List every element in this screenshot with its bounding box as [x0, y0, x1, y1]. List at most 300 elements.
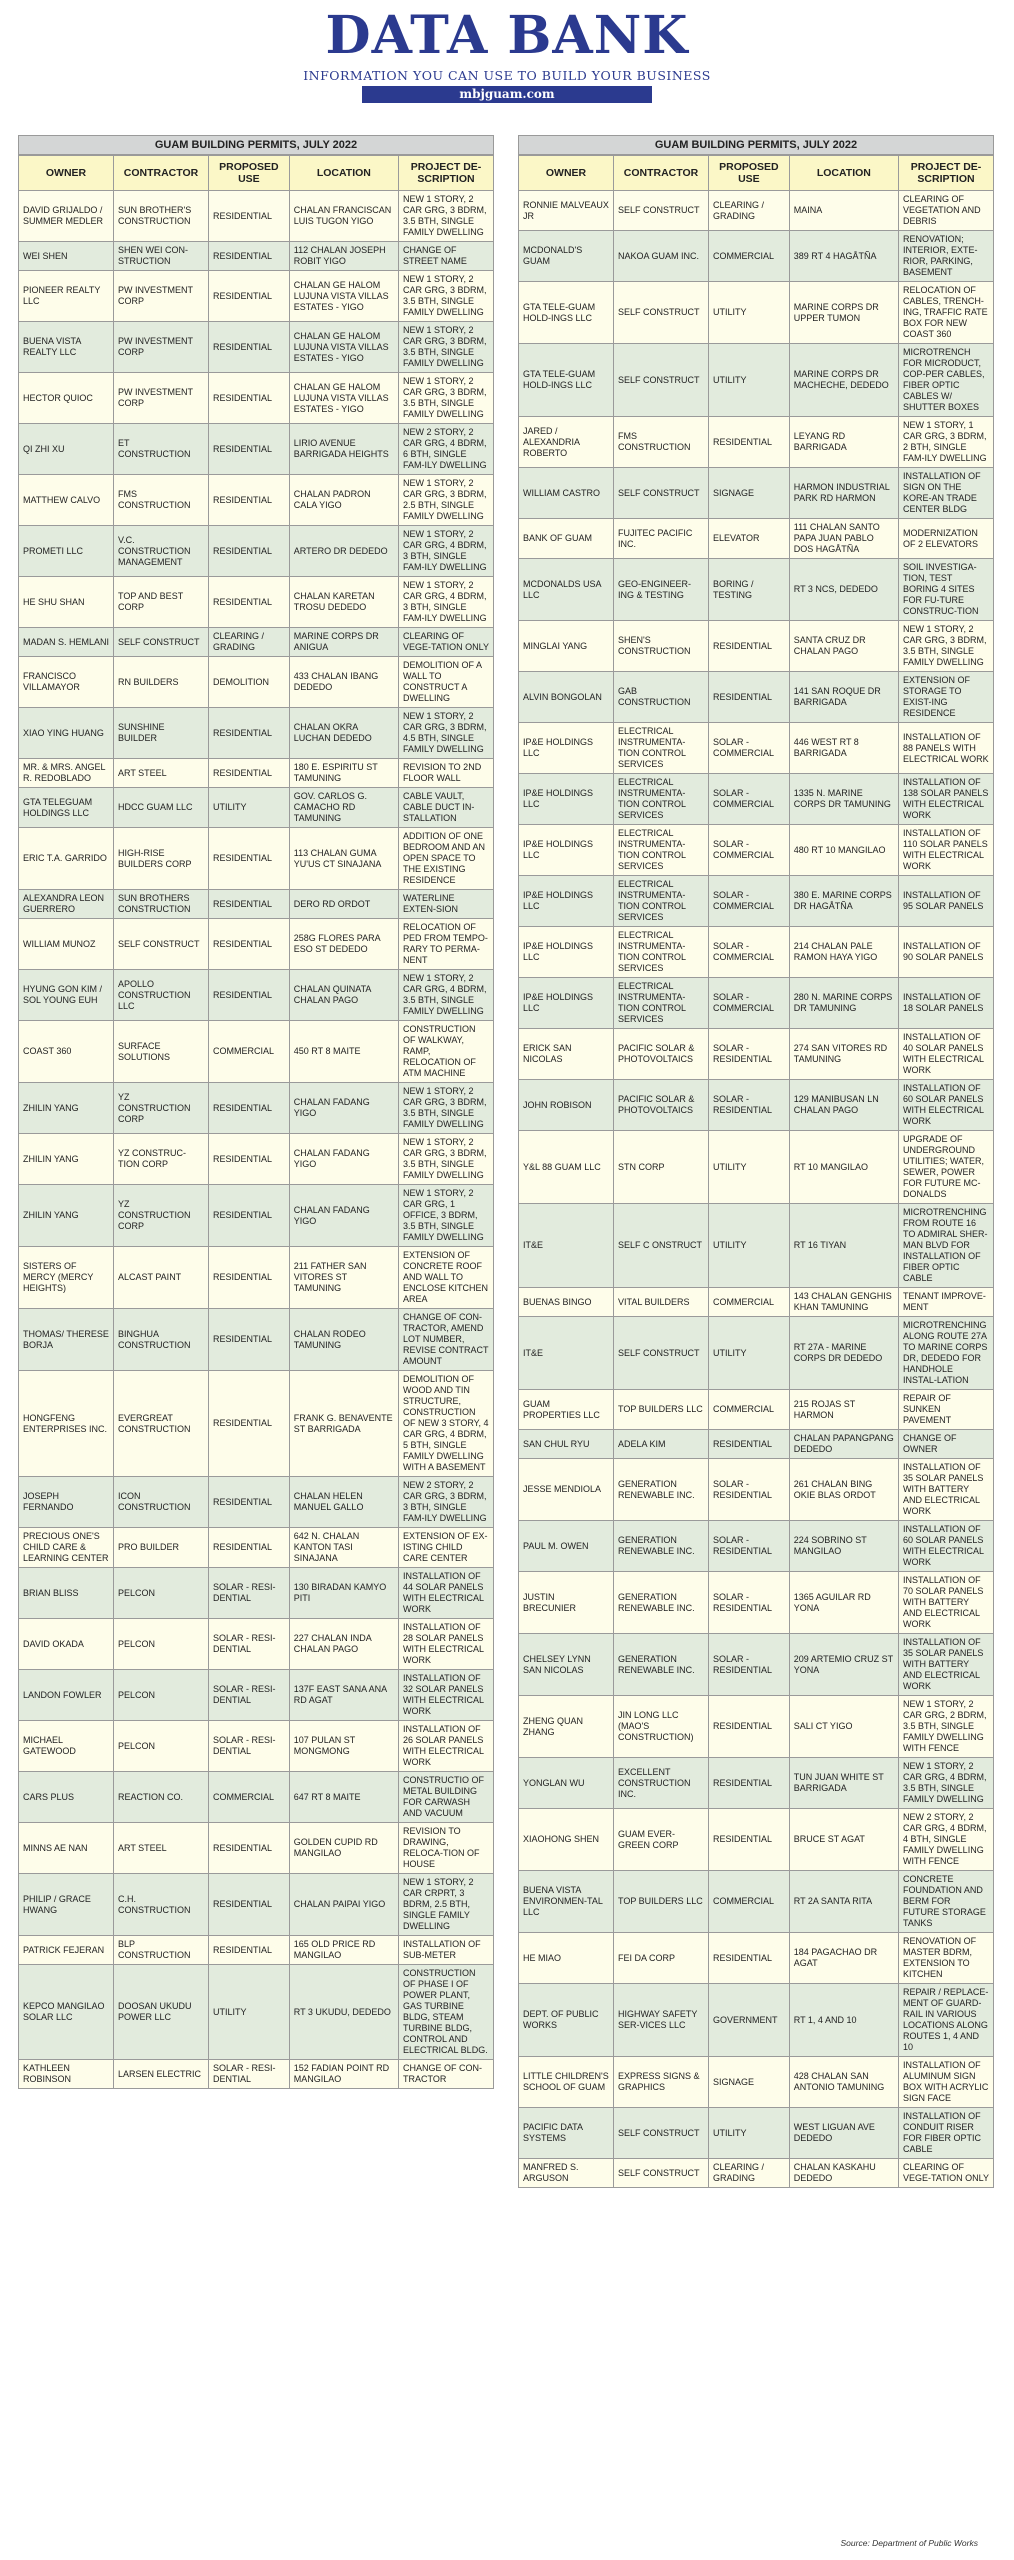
location-cell: MARINE CORPS DR UPPER TUMON [789, 282, 898, 344]
proposed-use-cell: SOLAR - RESIDENTIAL [709, 1572, 790, 1634]
column-header-location: LOCATION [289, 156, 398, 191]
proposed-use-cell: RESIDENTIAL [209, 919, 290, 970]
table-row [519, 231, 994, 282]
table-row [519, 621, 994, 672]
header-row [519, 156, 994, 191]
table-row [19, 970, 494, 1021]
location-cell: BRUCE ST AGAT [789, 1809, 898, 1871]
table-row [519, 1204, 994, 1288]
owner-cell: WILLIAM CASTRO [519, 468, 614, 519]
location-cell: CHALAN PAPANGPANG DEDEDO [789, 1430, 898, 1459]
table-row [519, 774, 994, 825]
description-cell: RENOVATION; INTERIOR, EXTE-RIOR, PARKING, BASEMENT [899, 231, 994, 282]
owner-cell: LITTLE CHILDREN'S SCHOOL OF GUAM [519, 2057, 614, 2108]
owner-cell: PAUL M. OWEN [519, 1521, 614, 1572]
proposed-use-cell: RESIDENTIAL [209, 475, 290, 526]
table-row [519, 978, 994, 1029]
contractor-cell: GENERATION RENEWABLE INC. [614, 1572, 709, 1634]
proposed-use-cell: SIGNAGE [709, 468, 790, 519]
description-cell: INSTALLATION OF 110 SOLAR PANELS WITH ELECTRICAL WORK [899, 825, 994, 876]
location-cell: 184 PAGACHAO DR AGAT [789, 1933, 898, 1984]
table-row [19, 1965, 494, 2060]
contractor-cell: SELF C ONSTRUCT [614, 1204, 709, 1288]
description-cell: CONSTRUCTION OF PHASE I OF POWER PLANT, GAS TURBINE BLDG, STEAM TURBINE BLDG, CONTROL AND ELECTRICAL BLDG. [399, 1965, 494, 2060]
description-cell: REVISION TO 2ND FLOOR WALL [399, 759, 494, 788]
table-title: GUAM BUILDING PERMITS, JULY 2022 [18, 135, 494, 155]
table-row [19, 1823, 494, 1874]
contractor-cell: PELCON [114, 1721, 209, 1772]
proposed-use-cell: SOLAR - COMMERCIAL [709, 927, 790, 978]
table-row [19, 1477, 494, 1528]
contractor-cell: SHEN WEI CON-STRUCTION [114, 242, 209, 271]
permits-table [518, 155, 994, 2188]
location-cell: SANTA CRUZ DR CHALAN PAGO [789, 621, 898, 672]
proposed-use-cell: RESIDENTIAL [209, 577, 290, 628]
owner-cell: GTA TELE-GUAM HOLD-INGS LLC [519, 282, 614, 344]
proposed-use-cell: RESIDENTIAL [709, 1696, 790, 1758]
contractor-cell: ELECTRICAL INSTRUMENTA-TION CONTROL SERVICES [614, 825, 709, 876]
contractor-cell: EVERGREAT CONSTRUCTION [114, 1371, 209, 1477]
table-row [519, 1521, 994, 1572]
description-cell: INSTALLATION OF 95 SOLAR PANELS [899, 876, 994, 927]
owner-cell: CHELSEY LYNN SAN NICOLAS [519, 1634, 614, 1696]
owner-cell: IT&E [519, 1204, 614, 1288]
table-row [19, 1247, 494, 1309]
description-cell: CLEARING OF VEGETATION AND DEBRIS [899, 191, 994, 231]
owner-cell: HONGFENG ENTERPRISES INC. [19, 1371, 114, 1477]
contractor-cell: ELECTRICAL INSTRUMENTA-TION CONTROL SERVICES [614, 774, 709, 825]
owner-cell: ALVIN BONGOLAN [519, 672, 614, 723]
owner-cell: FRANCISCO VILLAMAYOR [19, 657, 114, 708]
table-row [19, 1134, 494, 1185]
description-cell: NEW 1 STORY, 2 CAR GRG, 3 BDRM, 4.5 BTH, SINGLE FAMILY DWELLING [399, 708, 494, 759]
owner-cell: IP&E HOLDINGS LLC [519, 978, 614, 1029]
owner-cell: PROMETI LLC [19, 526, 114, 577]
table-row [519, 1809, 994, 1871]
table-row [19, 628, 494, 657]
contractor-cell: FUJITEC PACIFIC INC. [614, 519, 709, 559]
owner-cell: DEPT. OF PUBLIC WORKS [519, 1984, 614, 2057]
description-cell: EXTENSION OF CONCRETE ROOF AND WALL TO ENCLOSE KITCHEN AREA [399, 1247, 494, 1309]
owner-cell: HE MIAO [519, 1933, 614, 1984]
contractor-cell: ELECTRICAL INSTRUMENTA-TION CONTROL SERVICES [614, 978, 709, 1029]
proposed-use-cell: RESIDENTIAL [209, 1936, 290, 1965]
table-row [519, 825, 994, 876]
contractor-cell: PACIFIC SOLAR & PHOTOVOLTAICS [614, 1080, 709, 1131]
owner-cell: KATHLEEN ROBINSON [19, 2060, 114, 2089]
proposed-use-cell: RESIDENTIAL [209, 373, 290, 424]
owner-cell: LANDON FOWLER [19, 1670, 114, 1721]
contractor-cell: EXPRESS SIGNS & GRAPHICS [614, 2057, 709, 2108]
description-cell: CHANGE OF STREET NAME [399, 242, 494, 271]
owner-cell: XIAO YING HUANG [19, 708, 114, 759]
owner-cell: GTA TELE-GUAM HOLD-INGS LLC [519, 344, 614, 417]
location-cell: LEYANG RD BARRIGADA [789, 417, 898, 468]
description-cell: NEW 1 STORY, 2 CAR GRG, 3 BDRM, 3.5 BTH, SINGLE FAMILY DWELLING [399, 271, 494, 322]
contractor-cell: PW INVESTMENT CORP [114, 373, 209, 424]
brand-title: DATA BANK [325, 5, 689, 66]
proposed-use-cell: GOVERNMENT [709, 1984, 790, 2057]
table-row [519, 1317, 994, 1390]
description-cell: NEW 2 STORY, 2 CAR GRG, 3 BDRM, 3 BTH, SINGLE FAM-ILY DWELLING [399, 1477, 494, 1528]
contractor-cell: HIGH-RISE BUILDERS CORP [114, 828, 209, 890]
proposed-use-cell: RESIDENTIAL [209, 1247, 290, 1309]
contractor-cell: SUN BROTHERS CONSTRUCTION [114, 890, 209, 919]
table-row [519, 1871, 994, 1933]
table-row [519, 1933, 994, 1984]
location-cell: 280 N. MARINE CORPS DR TAMUNING [789, 978, 898, 1029]
location-cell: RT 16 TIYAN [789, 1204, 898, 1288]
location-cell: RT 1, 4 AND 10 [789, 1984, 898, 2057]
table-row [19, 1528, 494, 1568]
description-cell: INSTALLATION OF SUB-METER [399, 1936, 494, 1965]
table-row [19, 1568, 494, 1619]
contractor-cell: HDCC GUAM LLC [114, 788, 209, 828]
proposed-use-cell: COMMERCIAL [209, 1772, 290, 1823]
proposed-use-cell: COMMERCIAL [709, 1871, 790, 1933]
description-cell: REVISION TO DRAWING, RELOCA-TION OF HOUSE [399, 1823, 494, 1874]
description-cell: NEW 1 STORY, 2 CAR GRG, 3 BDRM, 3.5 BTH, SINGLE FAMILY DWELLING [399, 191, 494, 242]
owner-cell: ERICK SAN NICOLAS [519, 1029, 614, 1080]
table-row [19, 1721, 494, 1772]
proposed-use-cell: SOLAR - COMMERCIAL [709, 723, 790, 774]
column-header-owner: OWNER [519, 156, 614, 191]
location-cell: DERO RD ORDOT [289, 890, 398, 919]
table-row [519, 468, 994, 519]
masthead [0, 0, 1014, 118]
owner-cell: THOMAS/ THERESE BORJA [19, 1309, 114, 1371]
column-header-owner: OWNER [19, 156, 114, 191]
owner-cell: IP&E HOLDINGS LLC [519, 723, 614, 774]
location-cell: CHALAN GE HALOM LUJUNA VISTA VILLAS ESTATES - YIGO [289, 322, 398, 373]
contractor-cell: REACTION CO. [114, 1772, 209, 1823]
contractor-cell: YZ CONSTRUCTION CORP [114, 1185, 209, 1247]
location-cell: 214 CHALAN PALE RAMON HAYA YIGO [789, 927, 898, 978]
column-header-project-description: PROJECT DE-SCRIPTION [399, 156, 494, 191]
table-row [19, 424, 494, 475]
owner-cell: MADAN S. HEMLANI [19, 628, 114, 657]
location-cell: GOV. CARLOS G. CAMACHO RD TAMUNING [289, 788, 398, 828]
contractor-cell: FEI DA CORP [614, 1933, 709, 1984]
owner-cell: SAN CHUL RYU [519, 1430, 614, 1459]
owner-cell: Y&L 88 GUAM LLC [519, 1131, 614, 1204]
owner-cell: JARED / ALEXANDRIA ROBERTO [519, 417, 614, 468]
owner-cell: MINGLAI YANG [519, 621, 614, 672]
location-cell: CHALAN RODEO TAMUNING [289, 1309, 398, 1371]
proposed-use-cell: UTILITY [709, 1204, 790, 1288]
contractor-cell: PRO BUILDER [114, 1528, 209, 1568]
owner-cell: PACIFIC DATA SYSTEMS [519, 2108, 614, 2159]
owner-cell: ALEXANDRA LEON GUERRERO [19, 890, 114, 919]
column-header-contractor: CONTRACTOR [114, 156, 209, 191]
proposed-use-cell: RESIDENTIAL [209, 242, 290, 271]
owner-cell: PIONEER REALTY LLC [19, 271, 114, 322]
description-cell: INSTALLATION OF CONDUIT RISER FOR FIBER OPTIC CABLE [899, 2108, 994, 2159]
contractor-cell: SELF CONSTRUCT [114, 628, 209, 657]
owner-cell: YONGLAN WU [519, 1758, 614, 1809]
proposed-use-cell: RESIDENTIAL [209, 1309, 290, 1371]
description-cell: INSTALLATION OF 35 SOLAR PANELS WITH BATTERY AND ELECTRICAL WORK [899, 1634, 994, 1696]
proposed-use-cell: RESIDENTIAL [209, 890, 290, 919]
table-row [19, 1936, 494, 1965]
description-cell: NEW 2 STORY, 2 CAR GRG, 4 BDRM, 6 BTH, SINGLE FAM-ILY DWELLING [399, 424, 494, 475]
proposed-use-cell: SOLAR - COMMERCIAL [709, 978, 790, 1029]
proposed-use-cell: RESIDENTIAL [209, 191, 290, 242]
owner-cell: IP&E HOLDINGS LLC [519, 774, 614, 825]
proposed-use-cell: UTILITY [709, 1131, 790, 1204]
description-cell: REPAIR OF SUNKEN PAVEMENT [899, 1390, 994, 1430]
column-header-project-description: PROJECT DE-SCRIPTION [899, 156, 994, 191]
proposed-use-cell: SOLAR - RESI-DENTIAL [209, 1721, 290, 1772]
proposed-use-cell: UTILITY [709, 2108, 790, 2159]
proposed-use-cell: RESIDENTIAL [709, 672, 790, 723]
owner-cell: ZHENG QUAN ZHANG [519, 1696, 614, 1758]
location-cell: 261 CHALAN BING OKIE BLAS ORDOT [789, 1459, 898, 1521]
proposed-use-cell: RESIDENTIAL [209, 1371, 290, 1477]
owner-cell: PHILIP / GRACE HWANG [19, 1874, 114, 1936]
owner-cell: GUAM PROPERTIES LLC [519, 1390, 614, 1430]
location-cell: RT 3 NCS, DEDEDO [789, 559, 898, 621]
description-cell: DEMOLITION OF A WALL TO CONSTRUCT A DWELLING [399, 657, 494, 708]
location-cell: 380 E. MARINE CORPS DR HAGÅTÑA [789, 876, 898, 927]
column-header-contractor: CONTRACTOR [614, 156, 709, 191]
proposed-use-cell: SOLAR - RESIDENTIAL [709, 1459, 790, 1521]
location-cell: SALI CT YIGO [789, 1696, 898, 1758]
location-cell: CHALAN PAIPAI YIGO [289, 1874, 398, 1936]
location-cell: CHALAN FADANG YIGO [289, 1083, 398, 1134]
description-cell: MICROTRENCHING FROM ROUTE 16 TO ADMIRAL SHER-MAN BLVD FOR INSTALLATION OF FIBER OPTIC CABLE [899, 1204, 994, 1288]
owner-cell: COAST 360 [19, 1021, 114, 1083]
proposed-use-cell: RESIDENTIAL [209, 828, 290, 890]
owner-cell: KEPCO MANGILAO SOLAR LLC [19, 1965, 114, 2060]
location-cell: MARINE CORPS DR ANIGUA [289, 628, 398, 657]
table-row [519, 1390, 994, 1430]
contractor-cell: C.H. CONSTRUCTION [114, 1874, 209, 1936]
owner-cell: MR. & MRS. ANGEL R. REDOBLADO [19, 759, 114, 788]
location-cell: 143 CHALAN GENGHIS KHAN TAMUNING [789, 1288, 898, 1317]
description-cell: INSTALLATION OF 60 SOLAR PANELS WITH ELECTRICAL WORK [899, 1080, 994, 1131]
location-cell: 165 OLD PRICE RD MANGILAO [289, 1936, 398, 1965]
location-cell: 428 CHALAN SAN ANTONIO TAMUNING [789, 2057, 898, 2108]
contractor-cell: PELCON [114, 1619, 209, 1670]
owner-cell: MCDONALDS USA LLC [519, 559, 614, 621]
proposed-use-cell: COMMERCIAL [709, 1288, 790, 1317]
proposed-use-cell: SOLAR - COMMERCIAL [709, 876, 790, 927]
table-row [19, 191, 494, 242]
description-cell: ADDITION OF ONE BEDROOM AND AN OPEN SPACE TO THE EXISTING RESIDENCE [399, 828, 494, 890]
contractor-cell: ICON CONSTRUCTION [114, 1477, 209, 1528]
location-cell: 389 RT 4 HAGÅTÑA [789, 231, 898, 282]
proposed-use-cell: RESIDENTIAL [709, 417, 790, 468]
proposed-use-cell: UTILITY [709, 344, 790, 417]
table-row [19, 759, 494, 788]
proposed-use-cell: RESIDENTIAL [209, 1874, 290, 1936]
table-row [519, 1696, 994, 1758]
table-title: GUAM BUILDING PERMITS, JULY 2022 [518, 135, 994, 155]
description-cell: INSTALLATION OF 28 SOLAR PANELS WITH ELECTRICAL WORK [399, 1619, 494, 1670]
owner-cell: ERIC T.A. GARRIDO [19, 828, 114, 890]
proposed-use-cell: RESIDENTIAL [209, 708, 290, 759]
location-cell: CHALAN GE HALOM LUJUNA VISTA VILLAS ESTATES - YIGO [289, 373, 398, 424]
header-row [19, 156, 494, 191]
table-row [19, 475, 494, 526]
location-cell: CHALAN KASKAHU DEDEDO [789, 2159, 898, 2188]
brand-url[interactable]: mbjguam.com [362, 86, 652, 103]
proposed-use-cell: SOLAR - RESI-DENTIAL [209, 1568, 290, 1619]
description-cell: REPAIR / REPLACE-MENT OF GUARD-RAIL IN VARIOUS LOCATIONS ALONG ROUTES 1, 4 AND 10 [899, 1984, 994, 2057]
owner-cell: XIAOHONG SHEN [519, 1809, 614, 1871]
contractor-cell: PW INVESTMENT CORP [114, 271, 209, 322]
table-row [19, 657, 494, 708]
location-cell: 642 N. CHALAN KANTON TASI SINAJANA [289, 1528, 398, 1568]
contractor-cell: ART STEEL [114, 759, 209, 788]
table-row [519, 344, 994, 417]
proposed-use-cell: RESIDENTIAL [209, 970, 290, 1021]
location-cell: RT 10 MANGILAO [789, 1131, 898, 1204]
owner-cell: MICHAEL GATEWOOD [19, 1721, 114, 1772]
description-cell: DEMOLITION OF WOOD AND TIN STRUCTURE, CONSTRUCTION OF NEW 3 STORY, 4 CAR GRG, 4 BDRM, 5 BTH, SINGLE FAMILY DWELLING WITH A BASEMENT [399, 1371, 494, 1477]
contractor-cell: SUNSHINE BUILDER [114, 708, 209, 759]
owner-cell: QI ZHI XU [19, 424, 114, 475]
proposed-use-cell: SOLAR - RESI-DENTIAL [209, 2060, 290, 2089]
contractor-cell: PACIFIC SOLAR & PHOTOVOLTAICS [614, 1029, 709, 1080]
location-cell: CHALAN OKRA LUCHAN DEDEDO [289, 708, 398, 759]
contractor-cell: PELCON [114, 1568, 209, 1619]
description-cell: RELOCATION OF PED FROM TEMPO-RARY TO PERMA-NENT [399, 919, 494, 970]
table-row [519, 1572, 994, 1634]
location-cell: ARTERO DR DEDEDO [289, 526, 398, 577]
proposed-use-cell: SOLAR - RESI-DENTIAL [209, 1670, 290, 1721]
table-row [519, 1984, 994, 2057]
table-row [19, 919, 494, 970]
location-cell: CHALAN FADANG YIGO [289, 1185, 398, 1247]
table-row [519, 723, 994, 774]
owner-cell: JOHN ROBISON [519, 1080, 614, 1131]
permits-panel-left [18, 135, 494, 2089]
table-row [519, 417, 994, 468]
table-row [519, 2159, 994, 2188]
contractor-cell: SELF CONSTRUCT [614, 468, 709, 519]
location-cell: 209 ARTEMIO CRUZ ST YONA [789, 1634, 898, 1696]
description-cell: INSTALLATION OF 60 SOLAR PANELS WITH ELECTRICAL WORK [899, 1521, 994, 1572]
description-cell: NEW 1 STORY, 2 CAR GRG, 3 BDRM, 3.5 BTH, SINGLE FAMILY DWELLING [399, 373, 494, 424]
table-row [19, 1309, 494, 1371]
location-cell: 227 CHALAN INDA CHALAN PAGO [289, 1619, 398, 1670]
location-cell: CHALAN KARETAN TROSU DEDEDO [289, 577, 398, 628]
location-cell: 1335 N. MARINE CORPS DR TAMUNING [789, 774, 898, 825]
description-cell: CHANGE OF OWNER [899, 1430, 994, 1459]
contractor-cell: SELF CONSTRUCT [614, 344, 709, 417]
description-cell: INSTALLATION OF 44 SOLAR PANELS WITH ELECTRICAL WORK [399, 1568, 494, 1619]
location-cell: 1365 AGUILAR RD YONA [789, 1572, 898, 1634]
owner-cell: GTA TELEGUAM HOLDINGS LLC [19, 788, 114, 828]
column-header-location: LOCATION [789, 156, 898, 191]
contractor-cell: LARSEN ELECTRIC [114, 2060, 209, 2089]
table-row [519, 1131, 994, 1204]
table-row [519, 1288, 994, 1317]
proposed-use-cell: RESIDENTIAL [709, 1809, 790, 1871]
description-cell: INSTALLATION OF SIGN ON THE KORE-AN TRADE CENTER BLDG [899, 468, 994, 519]
proposed-use-cell: RESIDENTIAL [209, 424, 290, 475]
table-row [19, 526, 494, 577]
table-row [19, 1021, 494, 1083]
table-row [519, 672, 994, 723]
location-cell: 258G FLORES PARA ESO ST DEDEDO [289, 919, 398, 970]
table-row [519, 559, 994, 621]
proposed-use-cell: SIGNAGE [709, 2057, 790, 2108]
owner-cell: HECTOR QUIOC [19, 373, 114, 424]
location-cell: FRANK G. BENAVENTE ST BARRIGADA [289, 1371, 398, 1477]
owner-cell: JESSE MENDIOLA [519, 1459, 614, 1521]
contractor-cell: RN BUILDERS [114, 657, 209, 708]
location-cell: 113 CHALAN GUMA YU'US CT SINAJANA [289, 828, 398, 890]
proposed-use-cell: RESIDENTIAL [209, 322, 290, 373]
location-cell: CHALAN FADANG YIGO [289, 1134, 398, 1185]
contractor-cell: ELECTRICAL INSTRUMENTA-TION CONTROL SERVICES [614, 927, 709, 978]
description-cell: INSTALLATION OF 18 SOLAR PANELS [899, 978, 994, 1029]
description-cell: INSTALLATION OF 40 SOLAR PANELS WITH ELECTRICAL WORK [899, 1029, 994, 1080]
proposed-use-cell: SOLAR - RESIDENTIAL [709, 1634, 790, 1696]
proposed-use-cell: RESIDENTIAL [209, 1477, 290, 1528]
owner-cell: DAVID OKADA [19, 1619, 114, 1670]
description-cell: INSTALLATION OF 90 SOLAR PANELS [899, 927, 994, 978]
description-cell: NEW 1 STORY, 1 CAR GRG, 3 BDRM, 2 BTH, SINGLE FAM-ILY DWELLING [899, 417, 994, 468]
proposed-use-cell: RESIDENTIAL [209, 1083, 290, 1134]
proposed-use-cell: SOLAR - RESI-DENTIAL [209, 1619, 290, 1670]
proposed-use-cell: DEMOLITION [209, 657, 290, 708]
description-cell: SOIL INVESTIGA-TION, TEST BORING 4 SITES FOR FU-TURE CONSTRUC-TION [899, 559, 994, 621]
description-cell: UPGRADE OF UNDERGROUND UTILITIES; WATER, SEWER, POWER FOR FUTURE MC-DONALDS [899, 1131, 994, 1204]
table-row [519, 876, 994, 927]
contractor-cell: SURFACE SOLUTIONS [114, 1021, 209, 1083]
location-cell: CHALAN FRANCISCAN LUIS TUGON YIGO [289, 191, 398, 242]
table-row [519, 191, 994, 231]
owner-cell: ZHILIN YANG [19, 1083, 114, 1134]
owner-cell: DAVID GRIJALDO / SUMMER MEDLER [19, 191, 114, 242]
contractor-cell: HIGHWAY SAFETY SER-VICES LLC [614, 1984, 709, 2057]
contractor-cell: ALCAST PAINT [114, 1247, 209, 1309]
owner-cell: IP&E HOLDINGS LLC [519, 825, 614, 876]
proposed-use-cell: UTILITY [209, 1965, 290, 2060]
location-cell: 111 CHALAN SANTO PAPA JUAN PABLO DOS HAGÅTÑA [789, 519, 898, 559]
location-cell: RT 3 UKUDU, DEDEDO [289, 1965, 398, 2060]
owner-cell: PRECIOUS ONE'S CHILD CARE & LEARNING CENTER [19, 1528, 114, 1568]
location-cell: CHALAN GE HALOM LUJUNA VISTA VILLAS ESTATES - YIGO [289, 271, 398, 322]
table-row [519, 1634, 994, 1696]
proposed-use-cell: SOLAR - COMMERCIAL [709, 774, 790, 825]
contractor-cell: YZ CONSTRUCTION CORP [114, 1083, 209, 1134]
owner-cell: RONNIE MALVEAUX JR [519, 191, 614, 231]
table-row [19, 1083, 494, 1134]
location-cell: LIRIO AVENUE BARRIGADA HEIGHTS [289, 424, 398, 475]
location-cell: 647 RT 8 MAITE [289, 1772, 398, 1823]
location-cell: 450 RT 8 MAITE [289, 1021, 398, 1083]
contractor-cell: BLP CONSTRUCTION [114, 1936, 209, 1965]
location-cell: 107 PULAN ST MONGMONG [289, 1721, 398, 1772]
description-cell: NEW 1 STORY, 2 CAR GRG, 1 OFFICE, 3 BDRM, 3.5 BTH, SINGLE FAMILY DWELLING [399, 1185, 494, 1247]
description-cell: NEW 1 STORY, 2 CAR GRG, 2 BDRM, 3.5 BTH, SINGLE FAMILY DWELLING WITH FENCE [899, 1696, 994, 1758]
contractor-cell: FMS CONSTRUCTION [114, 475, 209, 526]
description-cell: NEW 1 STORY, 2 CAR GRG, 3 BDRM, 3.5 BTH, SINGLE FAMILY DWELLING [899, 621, 994, 672]
contractor-cell: DOOSAN UKUDU POWER LLC [114, 1965, 209, 2060]
contractor-cell: GENERATION RENEWABLE INC. [614, 1459, 709, 1521]
location-cell: RT 2A SANTA RITA [789, 1871, 898, 1933]
contractor-cell: SELF CONSTRUCT [614, 282, 709, 344]
description-cell: NEW 1 STORY, 2 CAR CRPRT, 3 BDRM, 2.5 BTH, SINGLE FAMILY DWELLING [399, 1874, 494, 1936]
description-cell: NEW 1 STORY, 2 CAR GRG, 4 BDRM, 3 BTH, SINGLE FAM-ILY DWELLING [399, 577, 494, 628]
proposed-use-cell: ELEVATOR [709, 519, 790, 559]
location-cell: CHALAN PADRON CALA YIGO [289, 475, 398, 526]
